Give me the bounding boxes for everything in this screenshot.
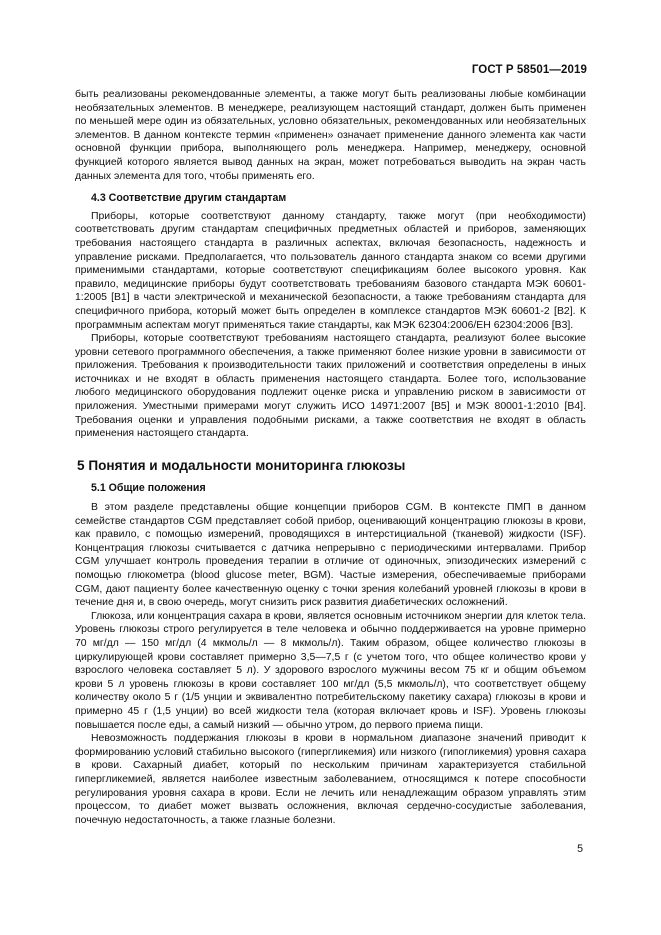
section-5-1-paragraph-2: Глюкоза, или концентрация сахара в крови, является основным источником энергии для клеток тела. Уровень глюкозы строго регулируется в теле человека и обычно поддерживается на уровне примерно 70 мг/дл — 150 мг/дл (4 мкмоль/л — 8 мкмоль/л). Таким образом, общее количество глюкозы в циркулирующей крови составляет примерно 3,5—7,5 г (с учетом того, что общее количество крови у взрослого человека составляет 5 л). У здорового взрослого мужчины весом 75 кг и общим объемом крови 5 л уровень глюкозы в крови составляет 100 мг/дл (5,5 мкмоль/л), что соответствует общему количеству около 5 г (1/5 унции и эквивалентно потребительскому пакетику сахара) глюкозы в крови и примерно 45 г (1,5 унции) во всей жидкости тела (которая включает кровь и ISF). Уровень глюкозы повышается после еды, а самый низкий — обычно утром, до первого приема пищи. bbox=[75, 610, 586, 731]
section-5-heading: 5 Понятия и модальности мониторинга глюкозы bbox=[77, 457, 406, 473]
section-4-3-paragraph-1: Приборы, которые соответствуют данному стандарту, также могут (при необходимости) соответствовать другим стандартам специфичных предметных областей и приборов, заменяющих требования настоящего стандарта в различных аспектах, включая безопасность, надежность и управление рисками. Предполагается, что пользователь данного стандарта знаком со всеми другими применимыми стандартами, которые соответствуют спецификациям более высокого уровня. Как правило, медицинские приборы будут соответствовать требованиям базового стандарта МЭК 60601-1:2005 [В1] в части электрической и механической безопасности, а также требованиям стандарта для специфичного прибора, который может быть определен в комплексе стандартов МЭК 60601-2 [В2]. К программным аспектам могут применяться такие стандарты, как МЭК 62304:2006/ЕН 62304:2006 [В3]. bbox=[75, 210, 586, 331]
section-4-3-heading: 4.3 Соответствие другим стандартам bbox=[91, 192, 287, 205]
standard-header: ГОСТ Р 58501—2019 bbox=[471, 64, 587, 76]
section-5-1-paragraph-3: Невозможность поддержания глюкозы в крови в нормальном диапазоне значений приводит к формированию условий стабильно высокого (гипергликемия) или низкого (гипогликемия) уровня сахара в крови. Сахарный диабет, который по нескольким причинам характеризуется стабильной гипергликемией, является наиболее известным заболеванием, относящимся к потере способности регулирования уровня сахара в крови. Если не лечить или ненадлежащим образом управлять этим процессом, то диабет может вызвать осложнения, включая сердечно-сосудистые заболевания, почечную недостаточность, а также глазные болезни. bbox=[75, 733, 586, 826]
section-4-3-paragraph-2: Приборы, которые соответствуют требованиям настоящего стандарта, реализуют более высокие уровни сетевого программного обеспечения, а также применяют более низкие уровни в зависимости от приложения. Требования к производительности таких приложений и соответствия определены в иных источниках и не входят в область применения настоящего стандарта. Более того, использование любого медицинского оборудования подлежит оценке риска и управлению риском в зависимости от приложения. Уместными примерами могут служить ИСО 14971:2007 [В5] и МЭК 80001-1:2010 [В4]. Требования оценки и управления подобными рисками, а также соответствия не входят в область применения настоящего стандарта. bbox=[75, 333, 586, 440]
page-number: 5 bbox=[577, 843, 583, 855]
intro-paragraph: быть реализованы рекомендованные элементы, а также могут быть реализованы любые комбинации необязательных элементов. В менеджере, реализующем настоящий стандарт, должен быть применен по меньшей мере один из обязательных, условно обязательных, рекомендованных или необязательных элементов. В данном контексте термин «применен» означает применение данного элемента как части основной функции прибора, выполняющего роль менеджера. Например, менеджеру, основной функцией которого является вывод данных на экран, может потребоваться выводить на экран часть данных элемента для того, чтобы применять его. bbox=[75, 89, 586, 182]
section-5-1-heading: 5.1 Общие положения bbox=[91, 482, 206, 495]
page-content bbox=[75, 88, 586, 827]
section-5-1-paragraph-1: В этом разделе представлены общие концепции приборов CGM. В контексте ПМП в данном семействе стандартов CGM представляет собой прибор, оценивающий концентрацию глюкозы в крови, как правило, с помощью измерений, проводящихся в интерстициальной (тканевой) жидкости (ISF). Концентрация глюкозы считывается с датчика непрерывно с периодическими интервалами. Прибор CGM улучшает контроль проведения терапии в отличие от одиночных, эпизодических измерений с помощью глюкометра (blood glucose meter, BGM). Частые измерения, обеспечиваемые приборами CGM, дают пациенту более качественную оценку с точки зрения колебаний уровней глюкозы в крови в течение дня и, в свою очередь, могут снизить риск развития диабетических осложнений. bbox=[75, 502, 586, 609]
